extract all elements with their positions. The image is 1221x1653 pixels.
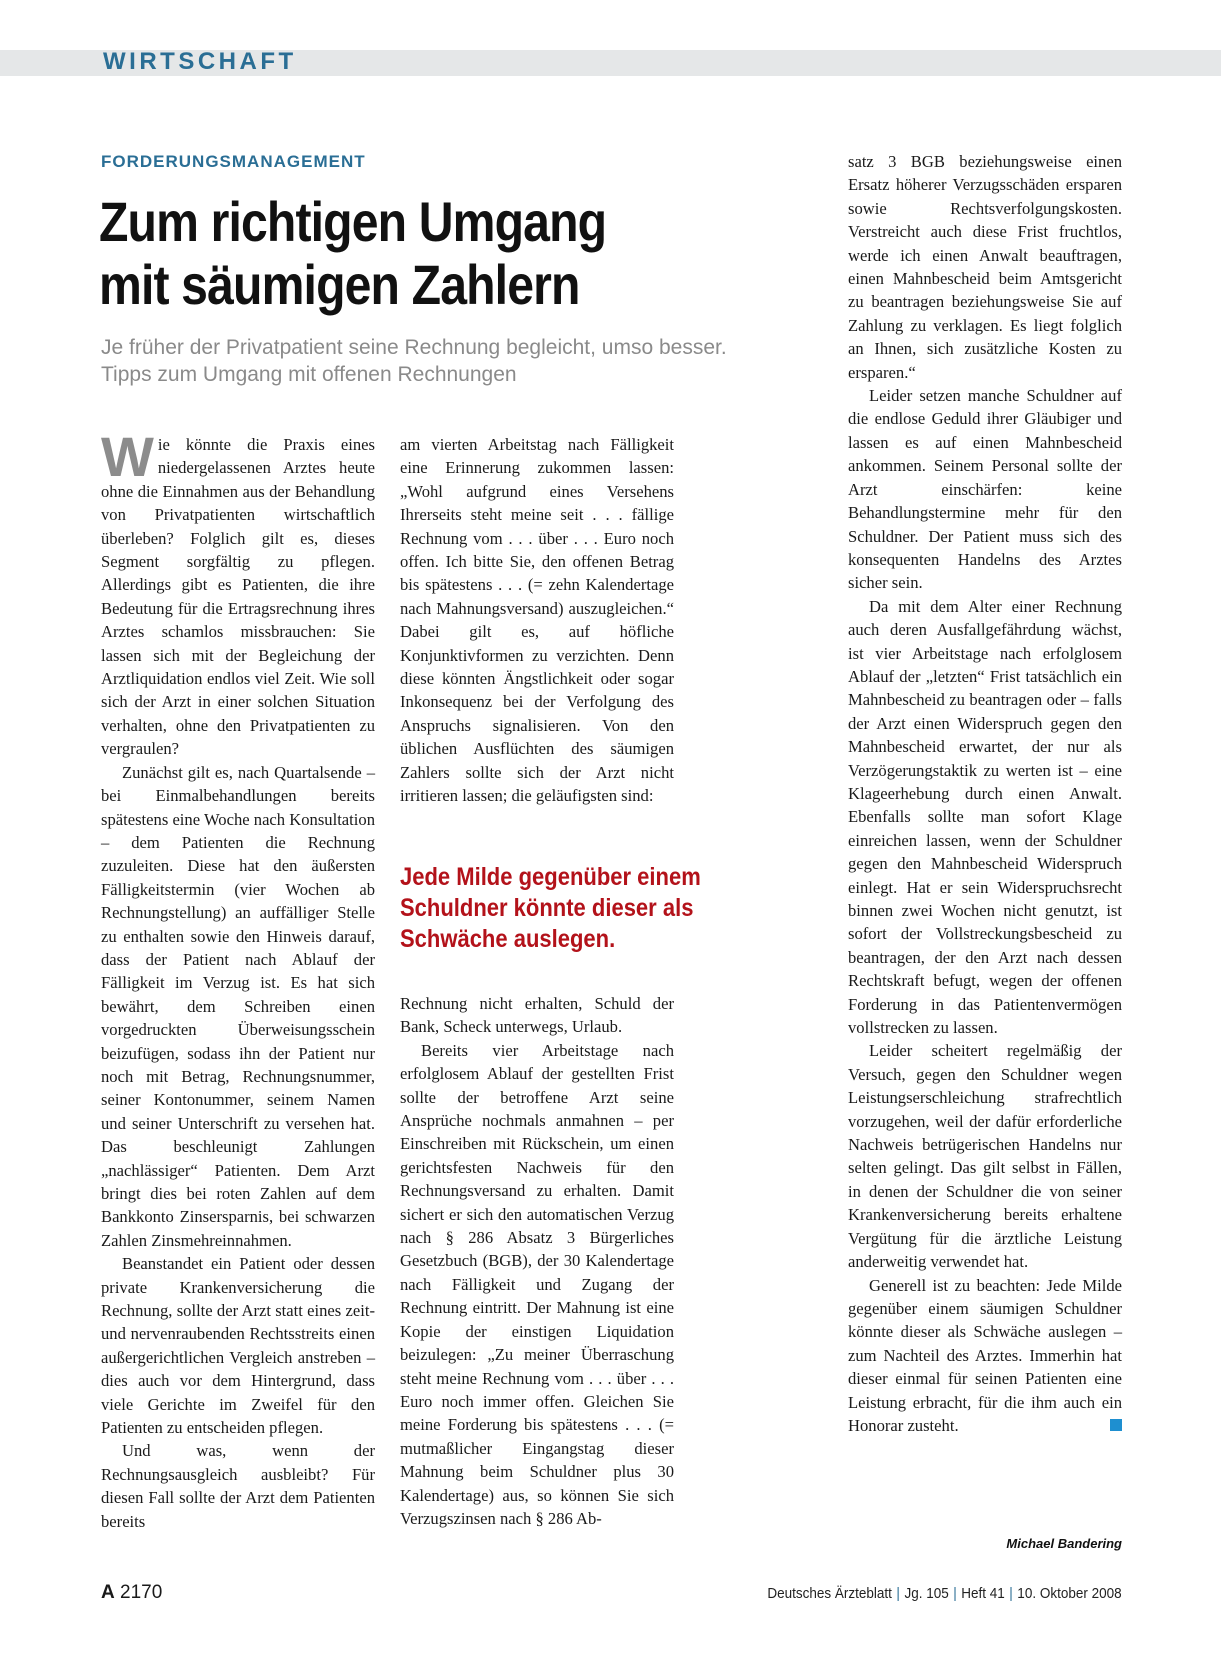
paragraph: Bereits vier Arbeitstage nach erfolglosem Ablauf der gestellten Frist sollte der betroffene Arzt seine Ansprüche nochmals anmahnen – per Einschreiben mit Rückschein, um einen gerichtsfesten Nachweis für den Rechnungsversand zu erhalten. Damit sichert er sich den automatischen Verzug nach § 286 Absatz 3 Bürgerliches Gesetzbuch (BGB), der 30 Kalendertage nach Fälligkeit und Zugang der Rechnung eintritt. Der Mahnung ist eine Kopie der einstigen Liquidation beizulegen: „Zu meiner Überraschung steht meine Rechnung vom . . . über . . . Euro noch immer offen. Gleichen Sie meine Forderung bis spätestens . . . (= mutmaßlicher Eingangstag dieser Mahnung beim Schuldner plus 30 Kalendertage) aus, so können Sie sich Verzugszinsen nach § 286 Ab- [400,1040,674,1528]
paragraph: Beanstandet ein Patient oder dessen private Krankenversicherung die Rechnung, sollte der Arzt statt eines zeit- und nervenraubenden Rechtsstreits einen außergerichtlichen Vergleich anstreben – dies auch vor dem Hintergrund, dass viele Gerichte im Zweifel für den Patienten zu entscheiden pflegen. [101,1254,375,1438]
footer-date: 10. Oktober 2008 [1017,1585,1122,1602]
footer-volume: Jg. 105 [904,1585,950,1602]
article-column-2 [400,433,674,808]
paragraph: satz 3 BGB beziehungsweise einen Ersatz höherer Verzugsschäden ersparen sowie Rechtsverfolgungskosten. Verstreicht auch diese Frist fruchtlos, werde ich einen Anwalt beauftragen, einen Mahnbescheid beim Amtsgericht zu beantragen beziehungsweise Sie auf Zahlung zu verklagen. Es liegt folglich an Ihnen, sich zusätzliche Kosten zu ersparen.“ [848,152,1122,382]
end-mark-icon [1110,1419,1122,1431]
article-column-1 [101,425,375,1533]
article-headline: Zum richtigen Umgang mit säumigen Zahlern [99,190,607,316]
footer-separator: | [953,1585,958,1602]
paragraph: Rechnung nicht erhalten, Schuld der Bank, Scheck unterwegs, Urlaub. [400,994,674,1037]
paragraph-text: Generell ist zu beachten: Jede Milde gegenüber einem säumigen Schuldner könnte dieser als Schwäche auslegen – zum Nachteil des Arztes. Immerhin hat dieser einmal für seinen Patienten eine Leistung erbracht, für die ihm auch ein Honorar zusteht. [848,1275,1122,1435]
footer-journal: Deutsches Ärzteblatt [767,1585,893,1602]
paragraph [101,425,375,761]
paragraph: Leider scheitert regelmäßig der Versuch, gegen den Schuldner wegen Leistungserschleichung strafrechtlich vorzugehen, weil der dafür erforderliche Nachweis betrügerischen Handelns nur selten gelingt. Das gilt selbst in Fällen, in denen der Schuldner die von seiner Krankenversicherung bereits erhaltene Vergütung für die ärztliche Leistung anderweitig verwendet hat. [848,1041,1122,1272]
drop-cap: W [101,425,154,488]
article-column-2-continued [400,992,674,1530]
paragraph: am vierten Arbeitstag nach Fälligkeit eine Erinnerung zukommen lassen: „Wohl aufgrund eines Versehens Ihrerseits steht meine seit . . . fällige Rechnung vom . . . über . . . Euro noch offen. Ich bitte Sie, den offenen Betrag bis spätestens . . . (= zehn Kalendertage nach Mahnungsversand) auszugleichen.“ Dabei gilt es, auf höfliche Konjunktivformen zu verzichten. Denn diese könnten Ängstlichkeit oder sogar Inkonsequenz bei der Verfolgung des Anspruchs signalisieren. Von den üblichen Ausflüchten des säumigen Zahlers sollte sich der Arzt nicht irritieren lassen; die geläufigsten sind: [400,435,674,806]
paragraph: Zunächst gilt es, nach Quartalsende – bei Einmalbehandlungen bereits spätestens eine Woche nach Konsultation – dem Patienten die Rechnung zuzuleiten. Diese hat den äußersten Fälligkeitstermin (vier Wochen ab Rechnungstellung) an auffälliger Stelle zu enthalten sowie den Hinweis darauf, dass der Patient nach Ablauf der Fälligkeit im Verzug ist. Es hat sich bewährt, dem Schreiben einen vorgedruckten Überweisungsschein beizufügen, sodass ihn der Patient nur noch mit Betrag, Rechnungsnummer, seiner Kontonummer, seinem Namen und seiner Unterschrift zu versehen hat. Das beschleunigt Zahlungen „nachlässiger“ Patienten. Dem Arzt bringt dies bei roten Zahlen auf dem Bankkonto Zinsersparnis, bei schwarzen Zahlen Zinsmehreinnahmen. [101,762,375,1250]
page-prefix: A [101,1582,115,1603]
pull-quote: Jede Milde gegenüber einem Schuldner könnte dieser als Schwäche auslegen. [400,863,701,953]
paragraph: Da mit dem Alter einer Rechnung auch deren Ausfallgefährdung wächst, ist vier Arbeitstage nach erfolglosem Ablauf der „letzten“ Frist tatsächlich ein Mahnbescheid zu beantragen oder – falls der Arzt einen Widerspruch gegen den Mahnbescheid erwartet, der nur als Verzögerungstaktik zu werten ist – eine Klageerhebung durch einen Anwalt. Ebenfalls sollte man sofort Klage einreichen lassen, wenn der Schuldner gegen den Mahnbescheid Widerspruch einlegt. Hat er sein Widerspruchsrecht binnen zwei Wochen nicht genutzt, ist sofort der Vollstreckungsbescheid zu beantragen, der den Arzt nach dessen Rechtskraft befugt, wegen der offenen Forderung in das Patientenvermögen vollstrecken zu lassen. [848,596,1122,1038]
article-column-3 [848,150,1122,1437]
page-number [101,1582,162,1604]
footer-issue: Heft 41 [961,1585,1006,1602]
paragraph-text: ie könnte die Praxis eines niedergelassenen Arztes heute ohne die Einnahmen aus der Behandlung von Privatpatienten wirtschaftlich überleben? Folglich gilt es, dieses Segment sorgfältig zu pflegen. Allerdings gibt es Patienten, die ihre Bedeutung für die Ertragsrechnung ihres Arztes schamlos missbrauchen: Sie lassen sich mit der Begleichung der Arztliquidation endlos viel Zeit. Wie soll sich der Arzt in einer solchen Situation verhalten, ohne den Privatpatienten zu vergraulen? [101,435,375,759]
author-byline: Michael Bandering [1006,1536,1122,1551]
paragraph: Und was, wenn der Rechnungsausgleich ausbleibt? Für diesen Fall sollte der Arzt dem Patienten bereits [101,1441,375,1531]
page-number-value: 2170 [120,1582,163,1603]
footer-journal-info [768,1585,1122,1602]
article-kicker: FORDERUNGSMANAGEMENT [101,152,366,171]
section-label: WIRTSCHAFT [103,48,297,75]
article-standfirst: Je früher der Privatpatient seine Rechnung begleicht, umso besser. Tipps zum Umgang mit offenen Rechnungen [101,336,727,386]
paragraph-last [848,1274,1122,1438]
footer-separator: | [896,1585,901,1602]
paragraph: Leider setzen manche Schuldner auf die endlose Geduld ihrer Gläubiger und lassen es auf einen Mahnbescheid ankommen. Seinem Personal sollte der Arzt einschärfen: keine Behandlungstermine mehr für den Schuldner. Der Patient muss sich des konsequenten Handelns des Arztes sicher sein. [848,386,1122,593]
footer-separator: | [1009,1585,1014,1602]
